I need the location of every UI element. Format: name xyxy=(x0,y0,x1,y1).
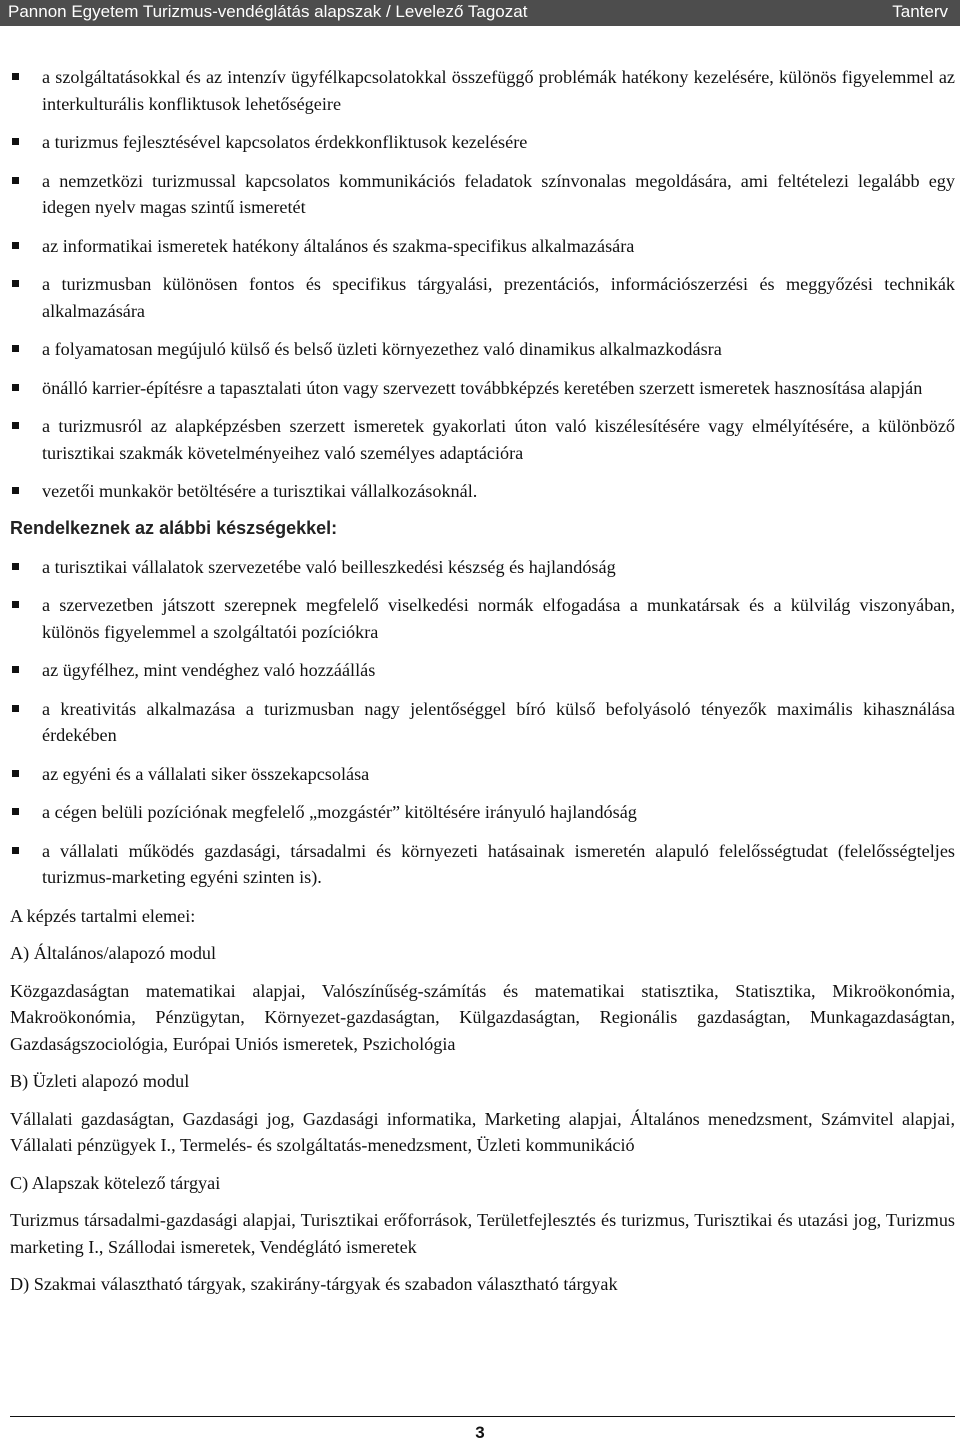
list-item: a szervezetben játszott szerepnek megfelelő viselkedési normák elfogadása a munkatársak és a külvilág viszonyában, különös figyelemmel a szolgáltatói pozíciókra xyxy=(10,592,955,645)
module-c-title: C) Alapszak kötelező tárgyai xyxy=(10,1172,221,1193)
header-section: Tanterv xyxy=(892,2,948,21)
module-b-title: B) Üzleti alapozó modul xyxy=(10,1071,190,1091)
list-item: a nemzetközi turizmussal kapcsolatos kommunikációs feladatok színvonalas megoldására, ami feltételezi legalább egy idegen nyelv magas szintű ismeretét xyxy=(10,168,955,221)
header-title: Pannon Egyetem Turizmus-vendéglátás alapszak / Levelező Tagozat xyxy=(8,2,528,21)
list-item: a turizmusban különösen fontos és specifikus tárgyalási, prezentációs, információszerzési és meggyőzési technikák alkalmazására xyxy=(10,271,955,324)
list-item: a szolgáltatásokkal és az intenzív ügyfélkapcsolatokkal összefüggő problémák hatékony kezelésére, különös figyelemmel az interkulturális konfliktusok lehetőségeire xyxy=(10,64,955,117)
list-item: a vállalati működés gazdasági, társadalmi és környezeti hatásainak ismeretén alapuló felelősségtudat (felelősségteljes turizmus-marketing egyéni szinten is). xyxy=(10,838,955,891)
list-item: önálló karrier-építésre a tapasztalati úton vagy szervezett továbbképzés keretében szerzett ismeretek hasznosítása alapján xyxy=(10,375,955,402)
footer-divider xyxy=(10,1416,955,1417)
list-item: vezetői munkakör betöltésére a turisztikai vállalkozásoknál. xyxy=(10,478,955,505)
module-b-text: Vállalati gazdaságtan, Gazdasági jog, Gazdasági informatika, Marketing alapjai, Általános menedzsment, Számvitel alapjai, Vállalati pénzügyek I., Termelés- és szolgáltatás-menedzsment, Üzleti kommunikáció xyxy=(10,1108,955,1155)
list-item: az informatikai ismeretek hatékony általános és szakma-specifikus alkalmazására xyxy=(10,233,955,260)
module-a-title: A) Általános/alapozó modul xyxy=(10,943,217,963)
skills-list xyxy=(10,554,955,891)
module-c-text: Turizmus társadalmi-gazdasági alapjai, Turisztikai erőforrások, Területfejlesztés és turizmus, Turisztikai és utazási jog, Turizmus marketing I., Szállodai ismeretek, Vendéglátó ismeretek xyxy=(10,1210,955,1257)
skills-heading: Rendelkeznek az alábbi készségekkel: xyxy=(10,517,338,538)
page-number: 3 xyxy=(475,1423,485,1442)
list-item: a cégen belüli pozíciónak megfelelő „mozgástér” kitöltésére irányuló hajlandóság xyxy=(10,799,955,826)
list-item: a turisztikai vállalatok szervezetébe való beilleszkedési készség és hajlandóság xyxy=(10,554,955,581)
list-item: a turizmusról az alapképzésben szerzett ismeretek gyakorlati úton való kiszélesítésére vagy elmélyítésére, a különböző turisztikai szakmák követelményeihez való személyes adaptációra xyxy=(10,413,955,466)
list-item: a kreativitás alkalmazása a turizmusban nagy jelentőséggel bíró külső befolyásoló tényezők maximális kihasználása érdekében xyxy=(10,696,955,749)
page-content xyxy=(10,64,955,1309)
list-item: az egyéni és a vállalati siker összekapcsolása xyxy=(10,761,955,788)
content-intro: A képzés tartalmi elemei: xyxy=(10,905,196,926)
list-item: a folyamatosan megújuló külső és belső üzleti környezethez való dinamikus alkalmazkodásra xyxy=(10,336,955,363)
list-item: a turizmus fejlesztésével kapcsolatos érdekkonfliktusok kezelésére xyxy=(10,129,955,156)
list-item: az ügyfélhez, mint vendéghez való hozzáállás xyxy=(10,657,955,684)
competence-list xyxy=(10,64,955,505)
module-a-text: Közgazdaságtan matematikai alapjai, Valószínűség-számítás és matematikai statisztika, Statisztika, Mikroökonómia, Makroökonómia, Pénzügytan, Környezet-gazdaságtan, Külgazdaságtan, Regionális gazdaságtan, Munkagazdaságtan, Gazdaságszociológia, Európai Uniós ismeretek, Pszichológia xyxy=(10,980,955,1054)
module-d-title: D) Szakmai választható tárgyak, szakirány-tárgyak és szabadon választható tárgyak xyxy=(10,1274,618,1294)
page-header xyxy=(0,0,960,26)
